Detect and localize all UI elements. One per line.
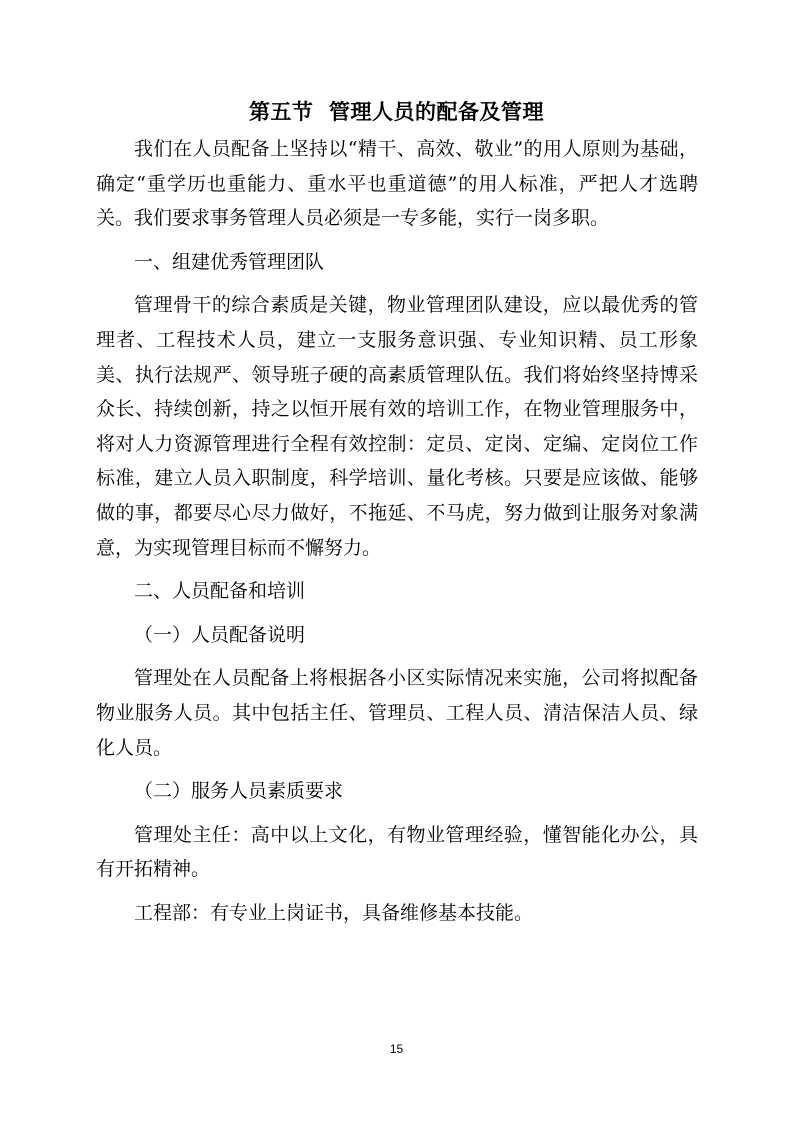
paragraph-team: 管理骨干的综合素质是关键，物业管理团队建设，应以最优秀的管理者、工程技术人员，建立一支服务意识强、专业知识精、员工形象美、执行法规严、领导班子硬的高素质管理队伍。我们将始终坚持博采众长、持续创新，持之以恒开展有效的培训工作，在物业管理服务中，将对人力资源管理进行全程有效控制：定员、定岗、定编、定岗位工作标准，建立人员入职制度，科学培训、量化考核。只要是应该做、能够做的事，都要尽心尽力做好，不拖延、不马虎，努力做到让服务对象满意，为实现管理目标而不懈努力。 [96, 294, 698, 559]
section-title: 第五节 管理人员的配备及管理 [248, 100, 545, 124]
heading-staffing-training: 二、人员配备和培训 [134, 580, 306, 603]
subheading-staff-requirements: （二）服务人员素质要求 [134, 780, 344, 803]
paragraph-director-requirements: 管理处主任：高中以上文化，有物业管理经验，懂智能化办公，具有开拓精神。 [96, 823, 698, 881]
paragraph-staffing: 管理处在人员配备上将根据各小区实际情况来实施，公司将拟配备物业服务人员。其中包括主任、管理员、工程人员、清洁保洁人员、绿化人员。 [96, 667, 698, 759]
subheading-staffing-description: （一）人员配备说明 [134, 623, 306, 646]
page-number: 15 [389, 1042, 404, 1056]
paragraph-engineering-requirements: 工程部：有专业上岗证书，具备维修基本技能。 [134, 901, 534, 924]
document-body [96, 132, 698, 939]
heading-build-team: 一、组建优秀管理团队 [134, 250, 325, 273]
paragraph-intro: 我们在人员配备上坚持以“精干、高效、敬业”的用人原则为基础，确定“重学历也重能力、重水平也重道德”的用人标准，严把人才选聘关。我们要求事务管理人员必须是一专多能，实行一岗多职。 [96, 138, 698, 230]
